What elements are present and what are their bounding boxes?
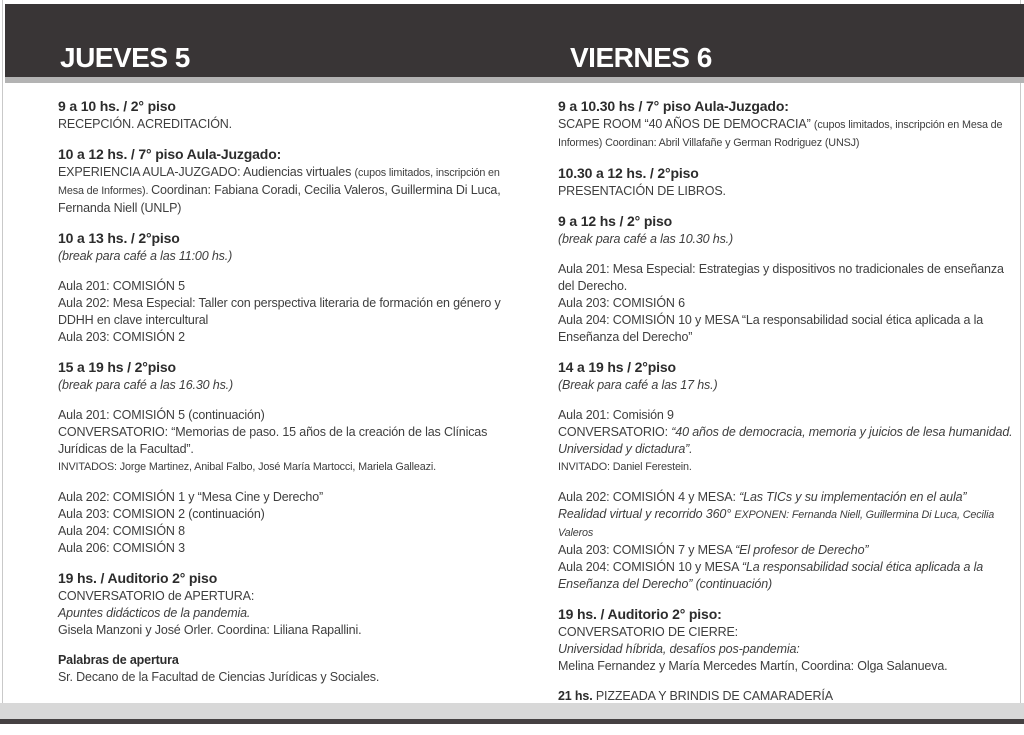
text-run: “La responsabilidad social ética aplicada a la Enseñanza del Derecho” (continuación) — [558, 560, 984, 591]
schedule-paragraph — [58, 458, 502, 476]
schedule-paragraph — [58, 230, 502, 248]
text-run: Aula 201: Mesa Especial: Estrategias y dispositivos no tradicionales de enseñanza del Derecho. — [558, 262, 1004, 293]
text-run: 9 a 10 hs. / 2° piso — [58, 98, 176, 114]
text-run: INVITADO: Daniel Ferestein. — [558, 461, 692, 473]
text-run: SCAPE ROOM “40 AÑOS DE DEMOCRACIA” — [558, 117, 814, 131]
text-run: Aula 202: Mesa Especial: Taller con perspectiva literaria de formación en género y DDHH en clave intercultural — [58, 296, 501, 327]
text-run: CONVERSATORIO de APERTURA: — [58, 589, 255, 603]
schedule-paragraph — [558, 407, 1016, 424]
text-run: Universidad híbrida, desafíos pos-pandemia: — [558, 642, 800, 656]
schedule-paragraph — [558, 424, 1016, 458]
text-run: (cupos limitados, inscripción en Mesa de Informes). — [58, 167, 500, 197]
footer-dark-bar — [0, 719, 1024, 724]
schedule-paragraph — [58, 622, 502, 639]
schedule-paragraph — [58, 652, 502, 669]
page-left-border — [2, 0, 3, 719]
schedule-paragraph — [58, 359, 502, 377]
schedule-paragraph — [558, 231, 1016, 248]
schedule-paragraph — [558, 116, 1016, 152]
text-run: Aula 202: COMISIÓN 4 y MESA: — [558, 490, 740, 504]
text-run: Aula 204: COMISIÓN 8 — [58, 524, 185, 538]
text-run: Aula 201: Comisión 9 — [558, 408, 674, 422]
schedule-paragraph — [558, 559, 1016, 593]
schedule-paragraph — [558, 624, 1016, 641]
schedule-paragraph — [558, 641, 1016, 658]
text-run: Sr. Decano de la Facultad de Ciencias Jurídicas y Sociales. — [58, 670, 380, 684]
schedule-paragraph — [58, 164, 502, 217]
text-run: Aula 204: COMISIÓN 10 y MESA — [558, 560, 742, 574]
schedule-paragraph — [58, 669, 502, 686]
text-run: EXPONEN: Fernanda Niell, Guillermina Di Luca, Cecilia Valeros — [558, 509, 995, 539]
text-run: “El profesor de Derecho” — [735, 543, 869, 557]
text-run: INVITADOS: Jorge Martinez, Anibal Falbo, José María Martocci, Mariela Galleazi. — [58, 461, 436, 473]
schedule-paragraph — [58, 146, 502, 164]
schedule-paragraph — [58, 424, 502, 458]
text-run: (Break para café a las 17 hs.) — [558, 378, 718, 392]
text-run: RECEPCIÓN. ACREDITACIÓN. — [58, 117, 232, 131]
text-run: Aula 201: COMISIÓN 5 — [58, 279, 185, 293]
schedule-section — [558, 359, 1016, 394]
text-run: (break para café a las 16.30 hs.) — [58, 378, 234, 392]
schedule-paragraph — [558, 312, 1016, 346]
schedule-paragraph — [558, 489, 1016, 506]
schedule-column-jueves — [58, 98, 502, 699]
text-run: (break para café a las 10.30 hs.) — [558, 232, 734, 246]
schedule-paragraph — [558, 377, 1016, 394]
schedule-paragraph — [58, 588, 502, 605]
schedule-section — [558, 606, 1016, 675]
schedule-section — [58, 359, 502, 394]
text-run: 19 hs. / Auditorio 2° piso — [58, 570, 218, 586]
header-gray-stripe — [5, 77, 1024, 83]
text-run: CONVERSATORIO: — [558, 425, 672, 439]
schedule-paragraph — [558, 606, 1016, 624]
schedule-section — [558, 165, 1016, 200]
text-run: EXPERIENCIA AULA-JUZGADO: Audiencias virtuales — [58, 165, 355, 179]
schedule-column-viernes — [558, 98, 1016, 735]
text-run: Aula 201: COMISIÓN 5 (continuación) — [58, 408, 265, 422]
schedule-section — [558, 407, 1016, 476]
text-run: Aula 202: COMISIÓN 1 y “Mesa Cine y Derecho” — [58, 490, 324, 504]
text-run: Realidad virtual y recorrido 360° — [558, 507, 735, 521]
text-run: Aula 203: COMISIÓN 2 — [58, 330, 185, 344]
footer-gray-stripe — [0, 703, 1024, 719]
text-run: Coordinan: Fabiana Coradi, Cecilia Valeros, Guillermina Di Luca, Fernanda Niell (UNLP) — [58, 183, 501, 215]
schedule-paragraph — [58, 278, 502, 295]
text-run: Apuntes didácticos de la pandemia. — [58, 606, 251, 620]
schedule-paragraph — [558, 183, 1016, 200]
text-run: Aula 203: COMISIÓN 7 y MESA — [558, 543, 736, 557]
text-run: 9 a 10.30 hs / 7° piso Aula-Juzgado: — [558, 98, 789, 114]
text-run: 19 hs. / Auditorio 2° piso: — [558, 606, 722, 622]
schedule-paragraph — [558, 506, 1016, 542]
schedule-section — [58, 98, 502, 133]
page-right-border — [1020, 0, 1021, 719]
text-run: 21 hs. — [558, 689, 596, 703]
schedule-section — [558, 489, 1016, 593]
schedule-paragraph — [558, 261, 1016, 295]
text-run: Aula 206: COMISIÓN 3 — [58, 541, 185, 555]
text-run: “40 años de democracia, memoria y juicios de lesa humanidad. Universidad y dictadura”. — [558, 425, 1013, 456]
text-run: Melina Fernandez y María Mercedes Martín, Coordina: Olga Salanueva. — [558, 659, 948, 673]
schedule-paragraph — [58, 506, 502, 523]
text-run: 15 a 19 hs / 2°piso — [58, 359, 176, 375]
schedule-paragraph — [58, 329, 502, 346]
schedule-section — [58, 146, 502, 217]
schedule-paragraph — [558, 213, 1016, 231]
schedule-paragraph — [58, 377, 502, 394]
day-title-viernes: VIERNES 6 — [570, 42, 712, 73]
schedule-paragraph — [58, 116, 502, 133]
text-run: 10 a 12 hs. / 7° piso Aula-Juzgado: — [58, 146, 282, 162]
text-run: CONVERSATORIO: “Memorias de paso. 15 años de la creación de las Clínicas Jurídicas de la Facultad”. — [58, 425, 488, 456]
schedule-paragraph — [558, 542, 1016, 559]
schedule-paragraph — [558, 295, 1016, 312]
text-run: 14 a 19 hs / 2°piso — [558, 359, 676, 375]
schedule-paragraph — [558, 359, 1016, 377]
text-run: PIZZEADA Y BRINDIS DE CAMARADERÍA — [595, 689, 833, 703]
schedule-section — [558, 213, 1016, 248]
text-run: PRESENTACIÓN DE LIBROS. — [558, 184, 726, 198]
schedule-paragraph — [58, 248, 502, 265]
text-run: CONVERSATORIO DE CIERRE: — [558, 625, 738, 639]
schedule-paragraph — [558, 165, 1016, 183]
text-run: Palabras de apertura — [58, 653, 179, 667]
header-bar — [5, 4, 1024, 77]
text-run: Aula 203: COMISIÓN 6 — [558, 296, 685, 310]
schedule-paragraph — [58, 570, 502, 588]
schedule-paragraph — [558, 458, 1016, 476]
schedule-paragraph — [58, 407, 502, 424]
schedule-paragraph — [558, 98, 1016, 116]
schedule-paragraph — [58, 295, 502, 329]
schedule-paragraph — [58, 98, 502, 116]
schedule-paragraph — [58, 489, 502, 506]
text-run: (break para café a las 11:00 hs.) — [58, 249, 233, 263]
schedule-section — [58, 652, 502, 686]
schedule-paragraph — [58, 605, 502, 622]
text-run: 9 a 12 hs / 2° piso — [558, 213, 673, 229]
schedule-paragraph — [558, 658, 1016, 675]
text-run: Aula 203: COMISION 2 (continuación) — [58, 507, 265, 521]
text-run: 10.30 a 12 hs. / 2°piso — [558, 165, 699, 181]
schedule-paragraph — [58, 540, 502, 557]
text-run: (cupos limitados, inscripción en Mesa de Informes) Coordinan: Abril Villafañe y German Rodriguez (UNSJ) — [558, 119, 1003, 149]
schedule-section — [558, 98, 1016, 152]
text-run: Aula 204: COMISIÓN 10 y MESA “La responsabilidad social ética aplicada a la Enseñanza del Derecho” — [558, 313, 984, 344]
schedule-section — [58, 407, 502, 476]
day-title-jueves: JUEVES 5 — [60, 42, 190, 73]
schedule-paragraph — [58, 523, 502, 540]
schedule-section — [558, 261, 1016, 346]
schedule-section — [58, 489, 502, 557]
schedule-section — [58, 570, 502, 639]
schedule-section — [58, 278, 502, 346]
text-run: “Las TICs y su implementación en el aula” — [739, 490, 967, 504]
text-run: 10 a 13 hs. / 2°piso — [58, 230, 180, 246]
text-run: Gisela Manzoni y José Orler. Coordina: Liliana Rapallini. — [58, 623, 362, 637]
schedule-section — [58, 230, 502, 265]
